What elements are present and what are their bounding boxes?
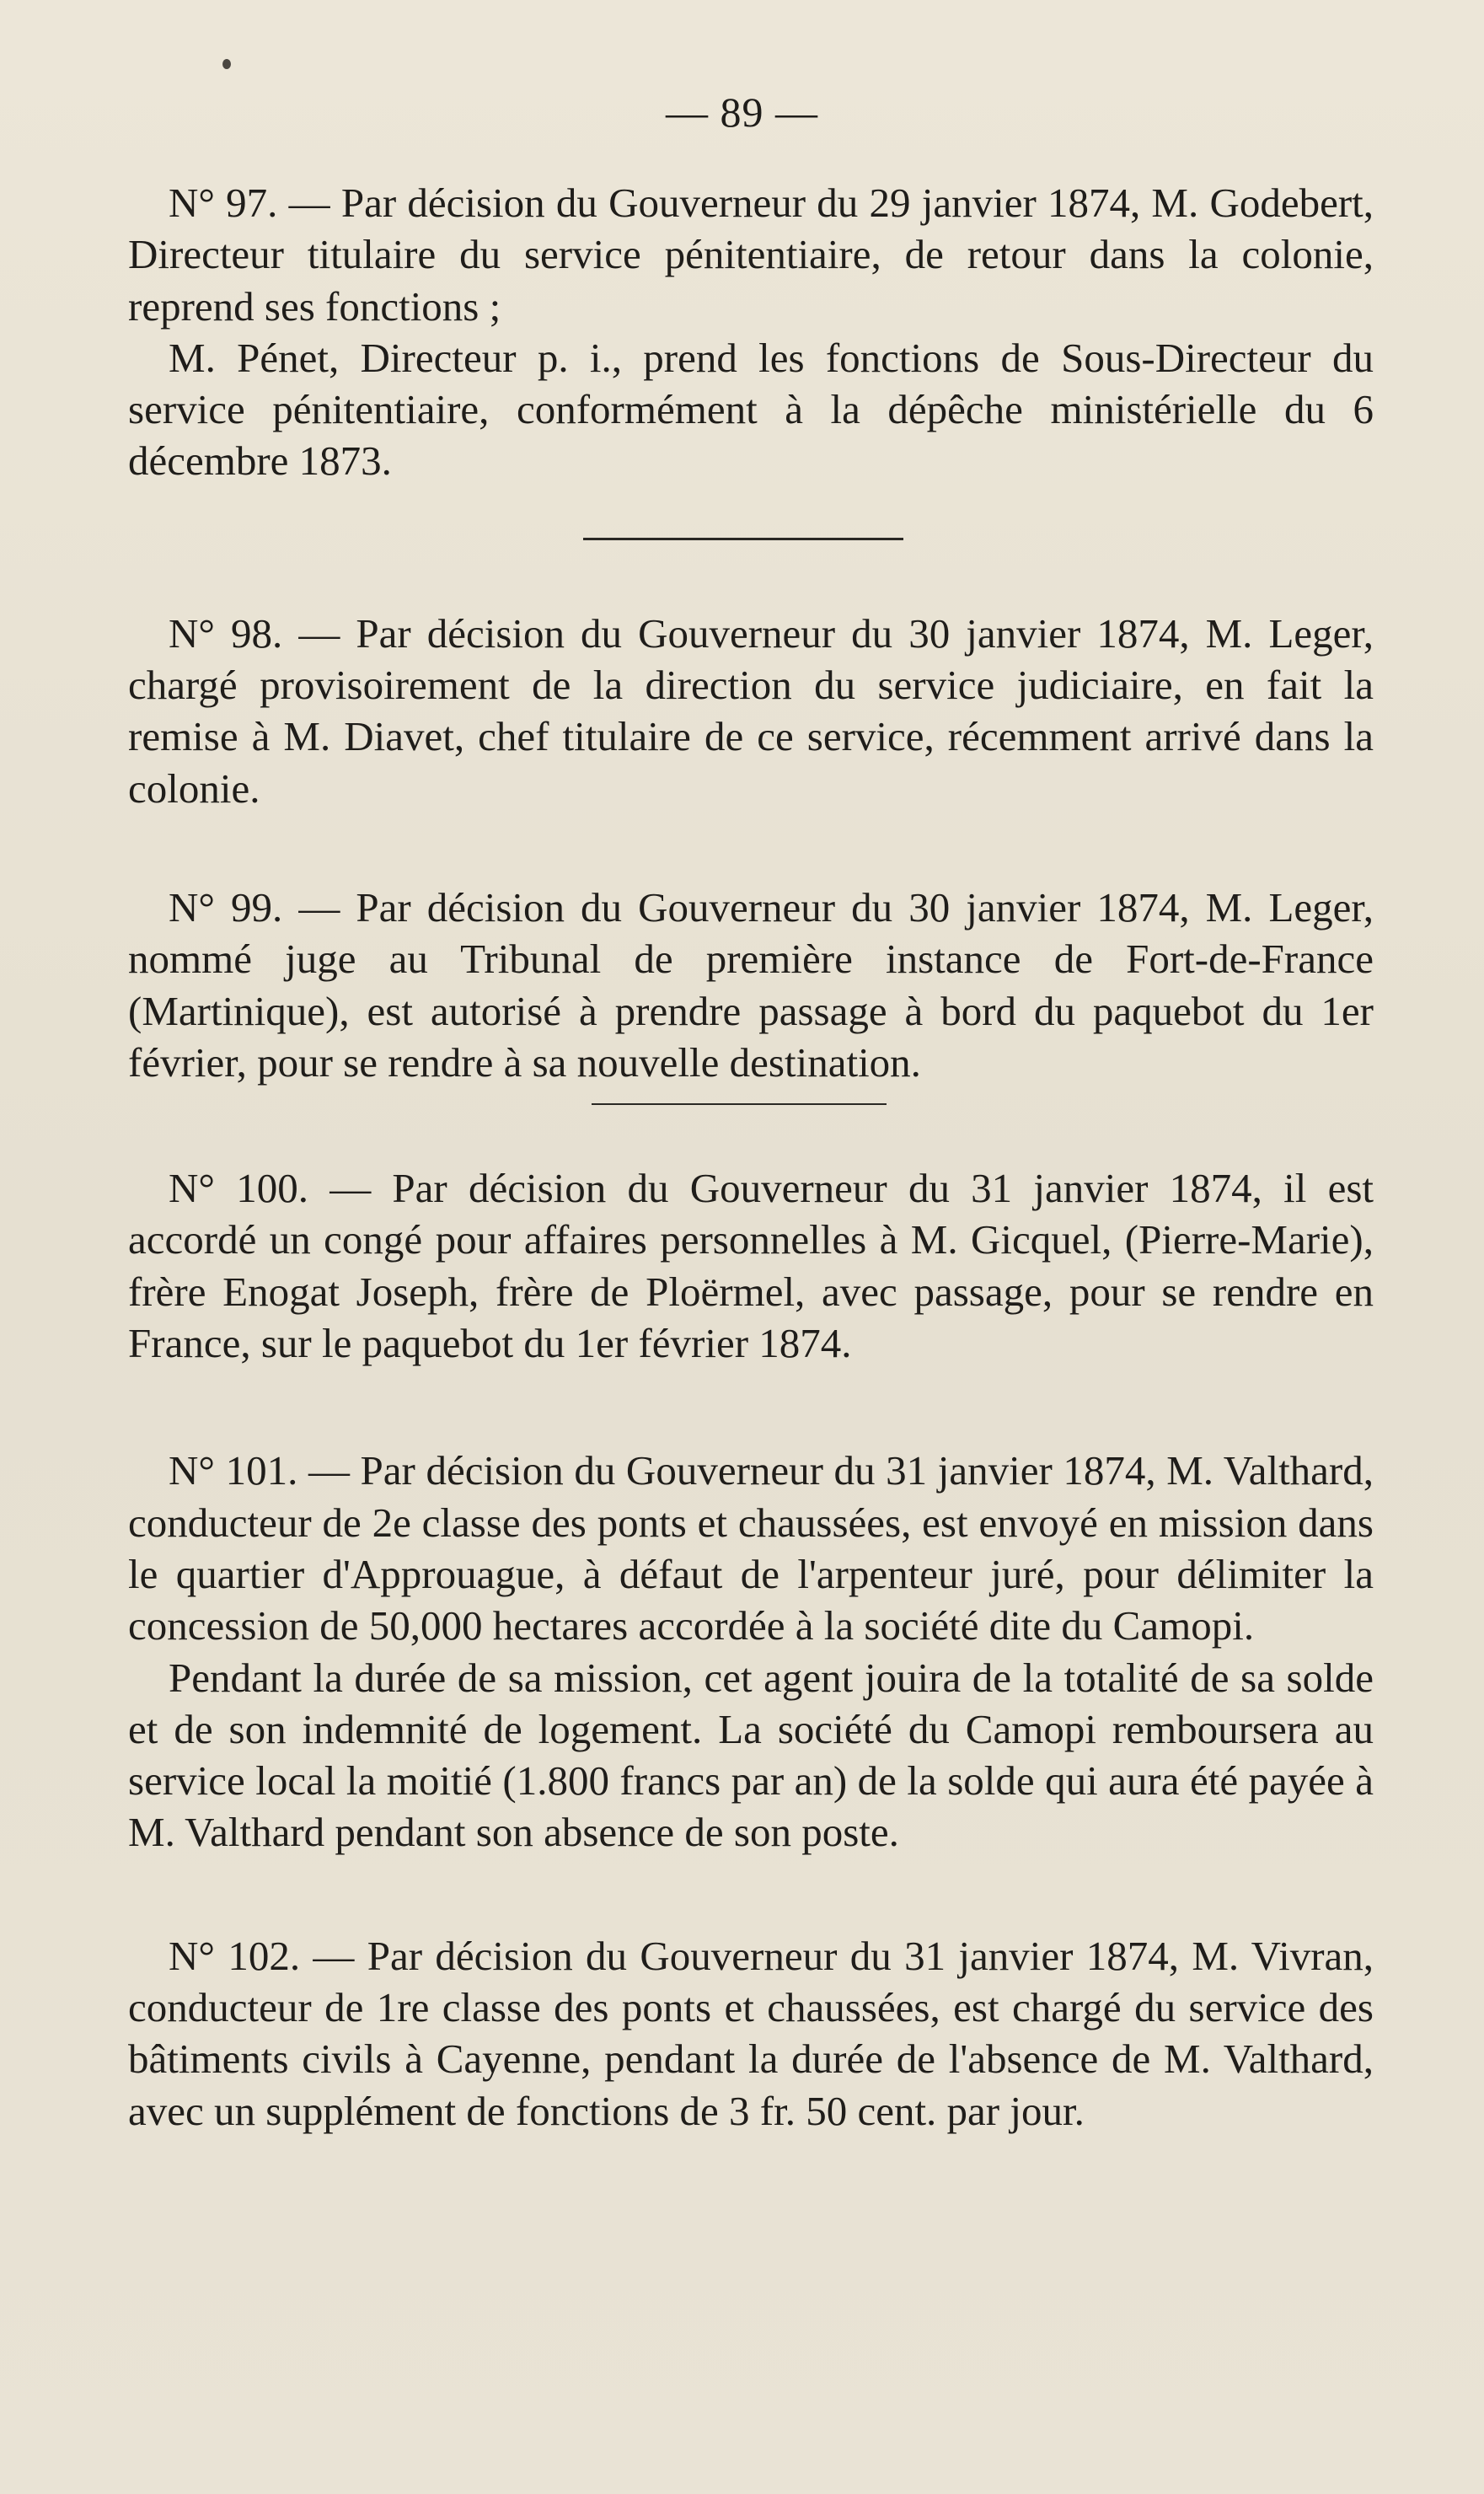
text-column — [128, 177, 1374, 2137]
entry-97 — [128, 177, 1374, 487]
section-divider — [592, 1103, 887, 1105]
entry-99-paragraph-1 — [128, 882, 1374, 1088]
section-divider — [583, 538, 903, 540]
entry-97-text: — Par décision du Gouverneur du 29 janvier 1874, M. Godebert, Directeur titulaire du service pénitentiaire, de retour dans la colonie, reprend ses fonctions ; — [128, 180, 1374, 330]
entry-99-number: N° 99. — [169, 883, 283, 931]
entry-102 — [128, 1930, 1374, 2137]
entry-101-paragraph-2: Pendant la durée de sa mission, cet agent jouira de la totalité de sa solde et de son indemnité de logement. La société du Camopi remboursera au service local la moitié (1.800 francs par an) de la solde qui aura été payée à M. Valthard pendant son absence de son poste. — [128, 1654, 1374, 1856]
ink-speck — [222, 59, 231, 69]
entry-97-paragraph-1 — [128, 177, 1374, 332]
entry-100-text: — Par décision du Gouverneur du 31 janvier 1874, il est accordé un congé pour affaires personnelles à M. Gicquel, (Pierre-Marie), frère Enogat Joseph, frère de Ploërmel, avec passage, pour se rendre en France, sur le paquebot du 1er février 1874. — [128, 1165, 1374, 1367]
entry-102-text: — Par décision du Gouverneur du 31 janvier 1874, M. Vivran, conducteur de 1re classe des ponts et chaussées, est chargé du service des bâtiments civils à Cayenne, pendant la durée de l'absence de M. Valthard, avec un supplément de fonctions de 3 fr. 50 cent. par jour. — [128, 1932, 1374, 2134]
entry-98-paragraph-1 — [128, 608, 1374, 814]
entry-99-text: — Par décision du Gouverneur du 30 janvier 1874, M. Leger, nommé juge au Tribunal de première instance de Fort-de-France (Martinique), est autorisé à prendre passage à bord du paquebot du 1er février, pour se rendre à sa nouvelle destination. — [128, 883, 1374, 1086]
entry-102-paragraph-1 — [128, 1930, 1374, 2137]
entry-97-paragraph-2: M. Pénet, Directeur p. i., prend les fonctions de Sous-Directeur du service pénitentiaire, conformément à la dépêche ministérielle du 6 décembre 1873. — [128, 334, 1374, 485]
entry-97-number: N° 97. — [169, 180, 278, 226]
page-number: — 89 — — [666, 88, 818, 136]
entry-98-text: — Par décision du Gouverneur du 30 janvier 1874, M. Leger, chargé provisoirement de la direction du service judiciaire, en fait la remise à M. Diavet, chef titulaire de ce service, récemment arrivé dans la colonie. — [128, 609, 1374, 812]
entry-100-number: N° 100. — [169, 1165, 308, 1212]
entry-101-paragraph-1 — [128, 1445, 1374, 1651]
entry-100-paragraph-1 — [128, 1162, 1374, 1369]
entry-100 — [128, 1162, 1374, 1369]
entry-98-number: N° 98. — [169, 609, 283, 657]
entry-101-text: — Par décision du Gouverneur du 31 janvier 1874, M. Valthard, conducteur de 2e classe des ponts et chaussées, est envoyé en mission dans le quartier d'Approuague, à défaut de l'arpenteur juré, pour délimiter la concession de 50,000 hectares accordée à la société dite du Camopi. — [128, 1447, 1374, 1649]
entry-101-number: N° 101. — [169, 1447, 298, 1494]
entry-102-number: N° 102. — [169, 1932, 301, 1979]
entry-99 — [128, 882, 1374, 1088]
entry-101 — [128, 1445, 1374, 1858]
entry-98 — [128, 608, 1374, 814]
